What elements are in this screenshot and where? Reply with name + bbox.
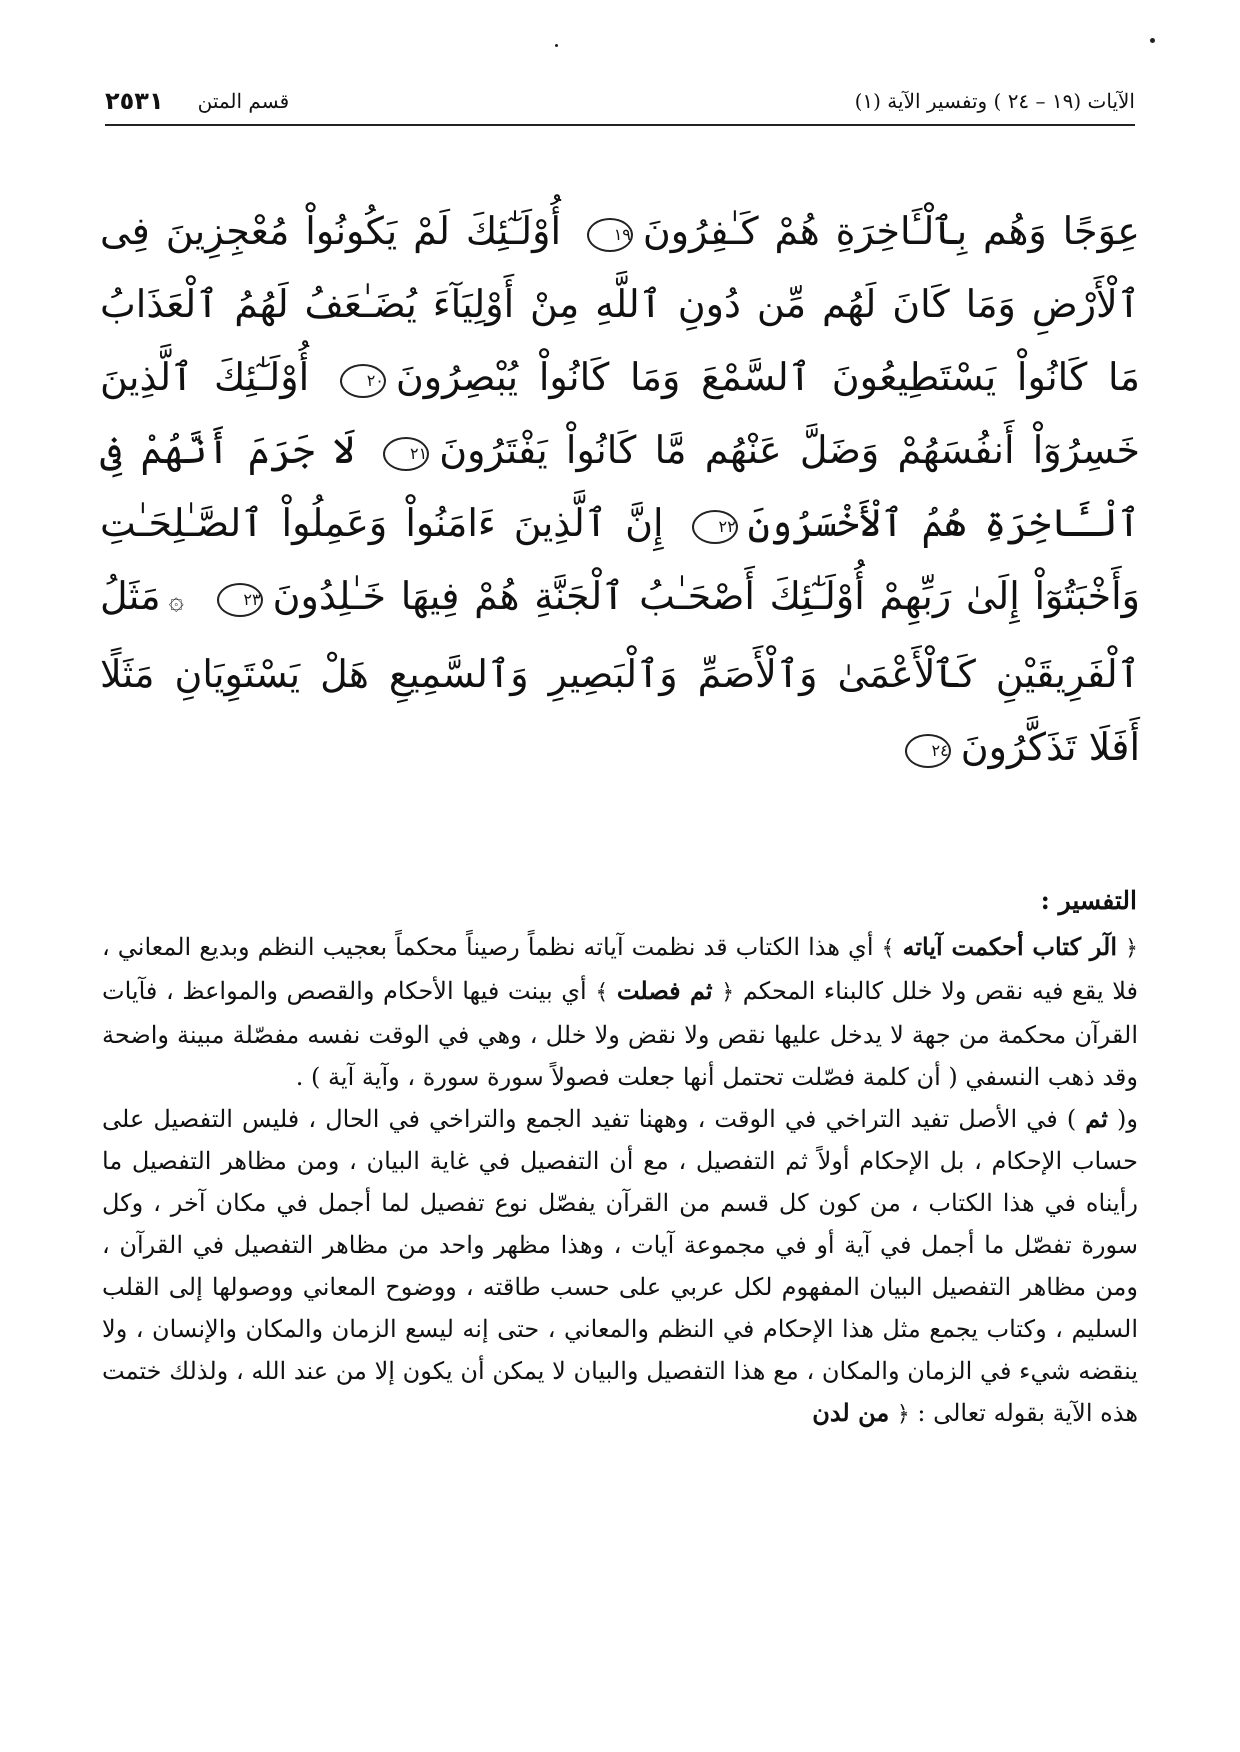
quran-verses-block	[100, 195, 1140, 784]
quoted-verse: الٓر كتاب أحكمت آياته	[902, 932, 1118, 961]
verse-text: أُوْلَـٰٓئِكَ ٱلَّذِينَ خَسِرُوٓاْ أَنفُسَهُمْ وَضَلَّ عَنْهُم مَّا كَانُواْ يَفْتَرُونَ	[100, 355, 1140, 472]
ornate-bracket-close: ﴾	[595, 980, 609, 1005]
scan-speck	[555, 44, 558, 47]
quoted-word: ثم	[1085, 1104, 1108, 1133]
section-name: قسم المتن	[197, 89, 290, 113]
commentary-paragraph	[102, 1098, 1138, 1436]
commentary-text	[102, 926, 1138, 1436]
verse-number-badge: ٢٣	[217, 583, 263, 617]
ornate-bracket-open: ﴿	[721, 980, 735, 1005]
verse-text: إِنَّ ٱلَّذِينَ ءَامَنُواْ وَعَمِلُواْ ٱلصَّـٰلِحَـٰتِ وَأَخْبَتُوٓاْ إِلَىٰ رَبِّهِمْ أُوْلَـٰٓئِكَ أَصْحَـٰبُ ٱلْجَنَّةِ هُمْ فِيهَا خَـٰلِدُونَ	[100, 501, 1140, 618]
running-header	[105, 78, 1135, 126]
verse-range-title: الآيات (١٩ – ٢٤ ) وتفسير الآية (١)	[854, 89, 1135, 113]
scan-speck	[1150, 38, 1155, 43]
verse-text: أُوْلَـٰٓئِكَ لَمْ يَكُونُواْ مُعْجِزِينَ فِى ٱلْأَرْضِ وَمَا كَانَ لَهُم مِّن دُونِ ٱللَّهِ مِنْ أَوْلِيَآءَ يُضَـٰعَفُ لَهُمُ ٱلْعَذَابُ مَا كَانُواْ يَسْتَطِيعُونَ ٱلسَّمْعَ وَمَا كَانُواْ يُبْصِرُونَ	[100, 209, 1140, 399]
quoted-verse: ثم فصلت	[616, 976, 713, 1005]
quoted-verse: من لدن	[812, 1398, 890, 1427]
hizb-mark-icon: ۞	[168, 586, 184, 616]
commentary-sentence: أي بينت فيها الأحكام والقصص والمواعظ ، فآيات القرآن محكمة من جهة لا يدخل عليها نقص ولا نقض ولا خلل ، وهي في الوقت نفسه مفصّلة مبينة واضحة وقد ذهب النسفي ( أن كلمة فصّلت تحتمل أنها جعلت فصولاً سورة سورة ، وآية آية ) .	[102, 977, 1138, 1091]
ornate-bracket-close: ﴾	[881, 936, 895, 961]
commentary-sentence: في الأصل تفيد التراخي في الوقت ، وههنا تفيد الجمع والتراخي في الحال ، فليس التفصيل على حساب الإحكام ، بل الإحكام أولاً ثم التفصيل ، مع أن التفصيل في غاية البيان ، ومن مظاهر التفصيل ما رأيناه في هذا الكتاب ، من كون كل قسم من القرآن يفصّل نوع تفصيل لما أجمل في مكان آخر ، وكل سورة تفصّل ما أجمل في آية أو في مجموعة آيات ، وهذا مظهر واحد من مظاهر التفصيل في القرآن ، ومن مظاهر التفصيل البيان المفهوم لكل عربي على حسب طاقته ، ووضوح المعاني ووصولها إلى القلب السليم ، وكتاب يجمع مثل هذا الإحكام في النظم والمعاني ، حتى إنه ليسع الزمان والمكان والإنسان ، ولا ينقضه شيء في الزمان والمكان ، مع هذا التفصيل والبيان لا يمكن أن يكون إلا من عند الله ، ولذلك ختمت هذه الآية بقوله تعالى :	[102, 1105, 1139, 1427]
ornate-bracket-open: ﴿	[1125, 936, 1138, 961]
paren-close: )	[1066, 1105, 1077, 1133]
page-number: ٢٥٣١	[105, 87, 164, 115]
verse-text: مَثَلُ ٱلْفَرِيقَيْنِ كَٱلْأَعْمَىٰ وَٱلْأَصَمِّ وَٱلْبَصِيرِ وَٱلسَّمِيعِ هَلْ يَسْتَوِيَانِ مَثَلًا أَفَلَا تَذَكَّرُونَ	[100, 574, 1140, 769]
header-left-group	[105, 87, 289, 115]
tafsir-heading: التفسير :	[1040, 886, 1137, 915]
verse-number-badge: ٢٤	[905, 734, 951, 768]
verse-text: لَا جَرَمَ أَنَّهُمْ فِى ٱلْـَٔاخِرَةِ هُمُ ٱلْأَخْسَرُونَ	[100, 428, 1140, 545]
verse-number-badge: ٢٠	[340, 364, 386, 398]
ornate-bracket-open: ﴿	[896, 1402, 910, 1427]
verse-text: عِوَجًا وَهُم بِٱلْـَٔاخِرَةِ هُمْ كَـٰفِرُونَ	[642, 209, 1140, 253]
verse-number-badge: ٢٢	[692, 510, 738, 544]
commentary-paragraph	[102, 926, 1138, 1098]
paren-open: و(	[1117, 1105, 1138, 1133]
verse-number-badge: ١٩	[587, 218, 633, 252]
commentary-sentence: أي هذا الكتاب قد نظمت آياته نظماً رصيناً محكماً بعجيب النظم وبديع المعاني ، فلا يقع فيه نقص ولا خلل كالبناء المحكم	[102, 933, 1139, 1005]
verse-number-badge: ٢١	[383, 437, 429, 471]
